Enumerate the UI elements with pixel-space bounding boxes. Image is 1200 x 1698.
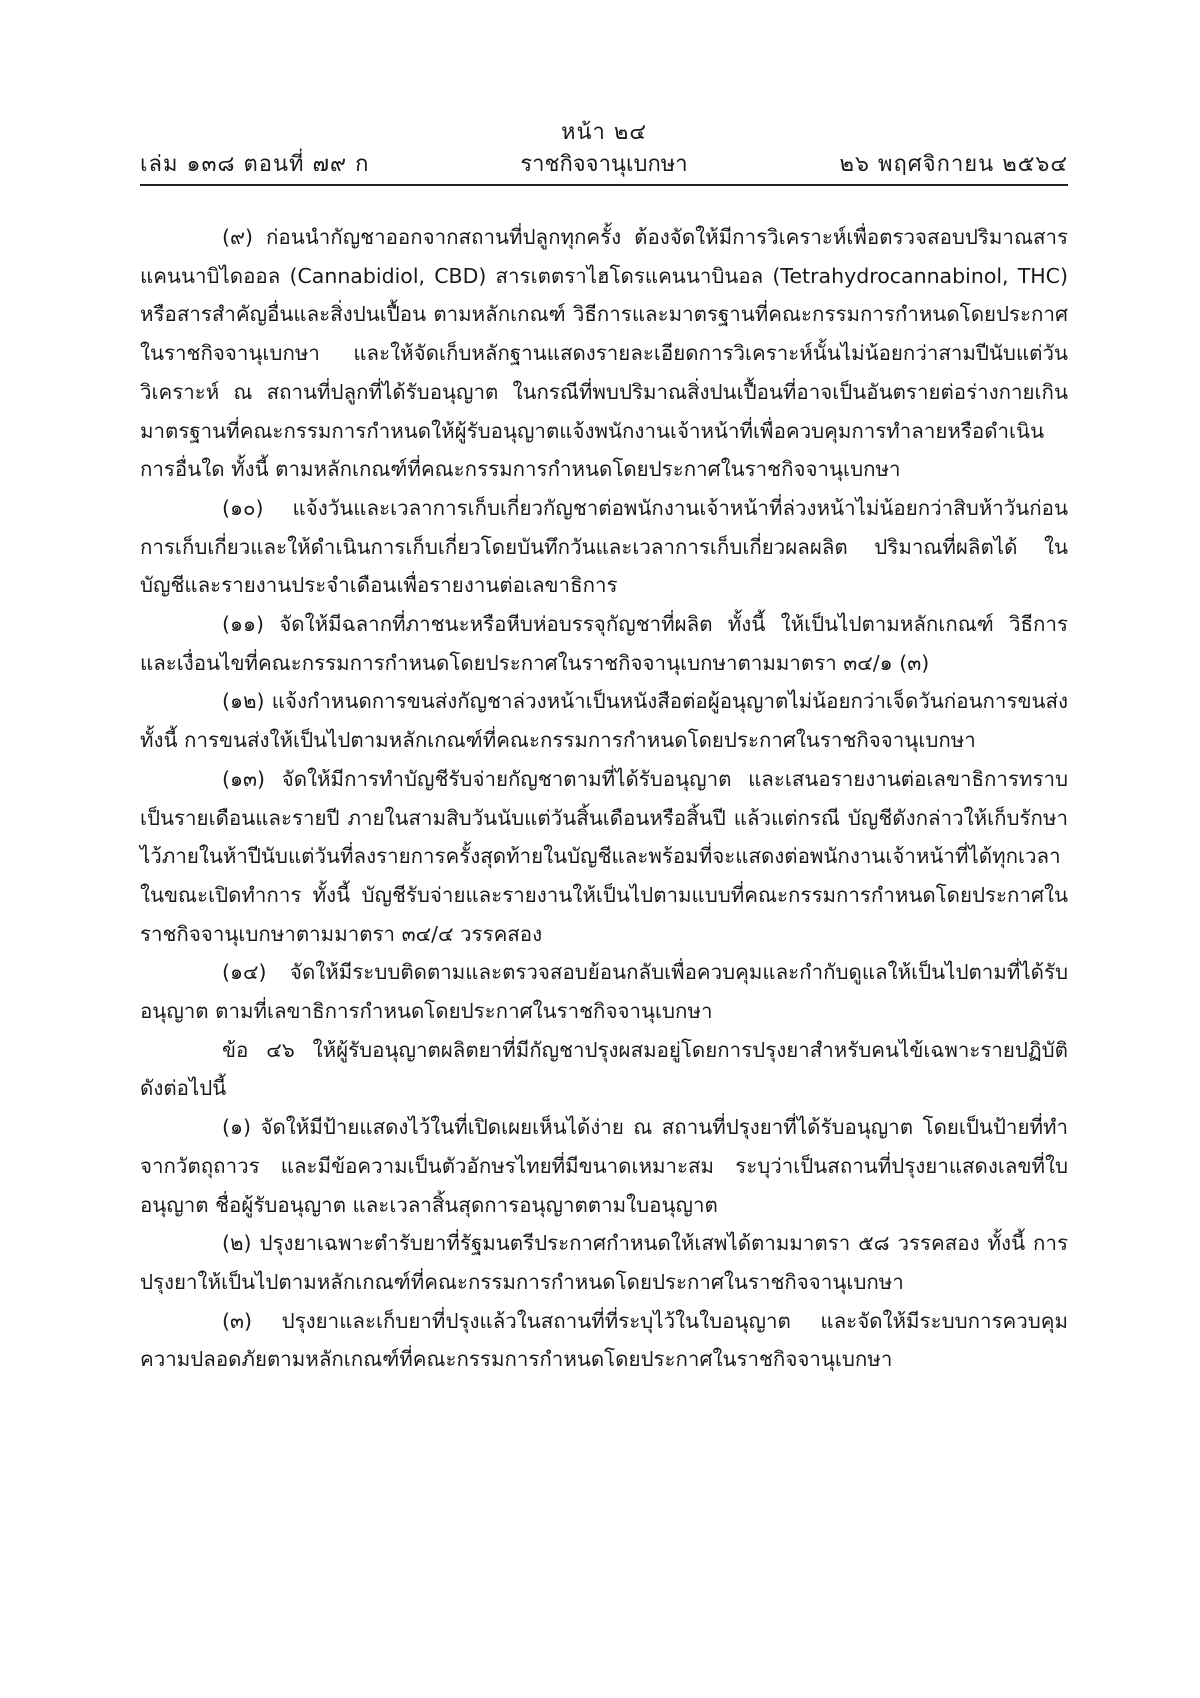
- clause-11: (๑๑) จัดให้มีฉลากที่ภาชนะหรือหีบห่อบรรจุกัญชาที่ผลิต ทั้งนี้ ให้เป็นไปตามหลักเกณฑ์ วิธีการ และเงื่อนไขที่คณะกรรมการกำหนดโดยประกาศในราชกิจจานุเบกษาตามมาตรา ๓๔/๑ (๓): [140, 612, 1068, 675]
- page-number: หน้า ๒๔: [560, 120, 648, 145]
- gazette-name: ราชกิจจานุเบกษา: [520, 152, 688, 177]
- article-46-clause-1: (๑) จัดให้มีป้ายแสดงไว้ในที่เปิดเผยเห็นได้ง่าย ณ สถานที่ปรุงยาที่ได้รับอนุญาต โดยเป็นป้ายที่ทำจากวัตถุถาวร และมีข้อความเป็นตัวอักษรไทยที่มีขนาดเหมาะสม ระบุว่าเป็นสถานที่ปรุงยาแสดงเลขที่ใบอนุญาต ชื่อผู้รับอนุญาต และเวลาสิ้นสุดการอนุญาตตามใบอนุญาต: [140, 1115, 1068, 1217]
- clause-10: (๑๐) แจ้งวันและเวลาการเก็บเกี่ยวกัญชาต่อพนักงานเจ้าหน้าที่ล่วงหน้าไม่น้อยกว่าสิบห้าวันก่อนการเก็บเกี่ยวและให้ดำเนินการเก็บเกี่ยวโดยบันทึกวันและเวลาการเก็บเกี่ยวผลผลิต ปริมาณที่ผลิตได้ ในบัญชีและรายงานประจำเดือนเพื่อรายงานต่อเลขาธิการ: [140, 495, 1068, 598]
- page-header: [140, 118, 1068, 186]
- article-46-clause-2: (๒) ปรุงยาเฉพาะตำรับยาที่รัฐมนตรีประกาศกำหนดให้เสพได้ตามมาตรา ๕๘ วรรคสอง ทั้งนี้ การปรุงยาให้เป็นไปตามหลักเกณฑ์ที่คณะกรรมการกำหนดโดยประกาศในราชกิจจานุเบกษา: [140, 1231, 1068, 1294]
- clause-13: (๑๓) จัดให้มีการทำบัญชีรับจ่ายกัญชาตามที่ได้รับอนุญาต และเสนอรายงานต่อเลขาธิการทราบเป็นรายเดือนและรายปี ภายในสามสิบวันนับแต่วันสิ้นเดือนหรือสิ้นปี แล้วแต่กรณี บัญชีดังกล่าวให้เก็บรักษาไว้ภายในห้าปีนับแต่วันที่ลงรายการครั้งสุดท้ายในบัญชีและพร้อมที่จะแสดงต่อพนักงานเจ้าหน้าที่ได้ทุกเวลาในขณะเปิดทำการ ทั้งนี้ บัญชีรับจ่ายและรายงานให้เป็นไปตามแบบที่คณะกรรมการกำหนดโดยประกาศในราชกิจจานุเบกษาตามมาตรา ๓๔/๔ วรรคสอง: [140, 766, 1068, 946]
- article-46: ข้อ ๔๖ ให้ผู้รับอนุญาตผลิตยาที่มีกัญชาปรุงผสมอยู่โดยการปรุงยาสำหรับคนไข้เฉพาะรายปฏิบัติ ดังต่อไปนี้: [140, 1037, 1068, 1101]
- publication-date: ๒๖ พฤศจิกายน ๒๕๖๔: [839, 152, 1068, 177]
- header-row: [140, 148, 1068, 182]
- document-body: [140, 218, 1068, 1379]
- clause-12: (๑๒) แจ้งกำหนดการขนส่งกัญชาล่วงหน้าเป็นหนังสือต่อผู้อนุญาตไม่น้อยกว่าเจ็ดวันก่อนการขนส่ง ทั้งนี้ การขนส่งให้เป็นไปตามหลักเกณฑ์ที่คณะกรรมการกำหนดโดยประกาศในราชกิจจานุเบกษา: [140, 689, 1068, 753]
- issue-number: เล่ม ๑๓๘ ตอนที่ ๗๙ ก: [140, 152, 370, 177]
- header-rule: [140, 184, 1068, 186]
- clause-9: (๙) ก่อนนำกัญชาออกจากสถานที่ปลูกทุกครั้ง ต้องจัดให้มีการวิเคราะห์เพื่อตรวจสอบปริมาณสารแคนนาบิไดออล (Cannabidiol, CBD) สารเตตราไฮโดรแคนนาบินอล (Tetrahydrocannabinol, THC) หรือสารสำคัญอื่นและสิ่งปนเปื้อน ตามหลักเกณฑ์ วิธีการและมาตรฐานที่คณะกรรมการกำหนดโดยประกาศในราชกิจจานุเบกษา และให้จัดเก็บหลักฐานแสดงรายละเอียดการวิเคราะห์นั้นไม่น้อยกว่าสามปีนับแต่วันวิเคราะห์ ณ สถานที่ปลูกที่ได้รับอนุญาต ในกรณีที่พบปริมาณสิ่งปนเปื้อนที่อาจเป็นอันตรายต่อร่างกายเกินมาตรฐานที่คณะกรรมการกำหนดให้ผู้รับอนุญาตแจ้งพนักงานเจ้าหน้าที่เพื่อควบคุมการทำลายหรือดำเนินการอื่นใด ทั้งนี้ ตามหลักเกณฑ์ที่คณะกรรมการกำหนดโดยประกาศในราชกิจจานุเบกษา: [140, 225, 1068, 482]
- clause-14: (๑๔) จัดให้มีระบบติดตามและตรวจสอบย้อนกลับเพื่อควบคุมและกำกับดูแลให้เป็นไปตามที่ได้รับอนุญาต ตามที่เลขาธิการกำหนดโดยประกาศในราชกิจจานุเบกษา: [140, 960, 1068, 1024]
- article-46-clause-3: (๓) ปรุงยาและเก็บยาที่ปรุงแล้วในสถานที่ที่ระบุไว้ในใบอนุญาต และจัดให้มีระบบการควบคุมความปลอดภัยตามหลักเกณฑ์ที่คณะกรรมการกำหนดโดยประกาศในราชกิจจานุเบกษา: [140, 1308, 1068, 1372]
